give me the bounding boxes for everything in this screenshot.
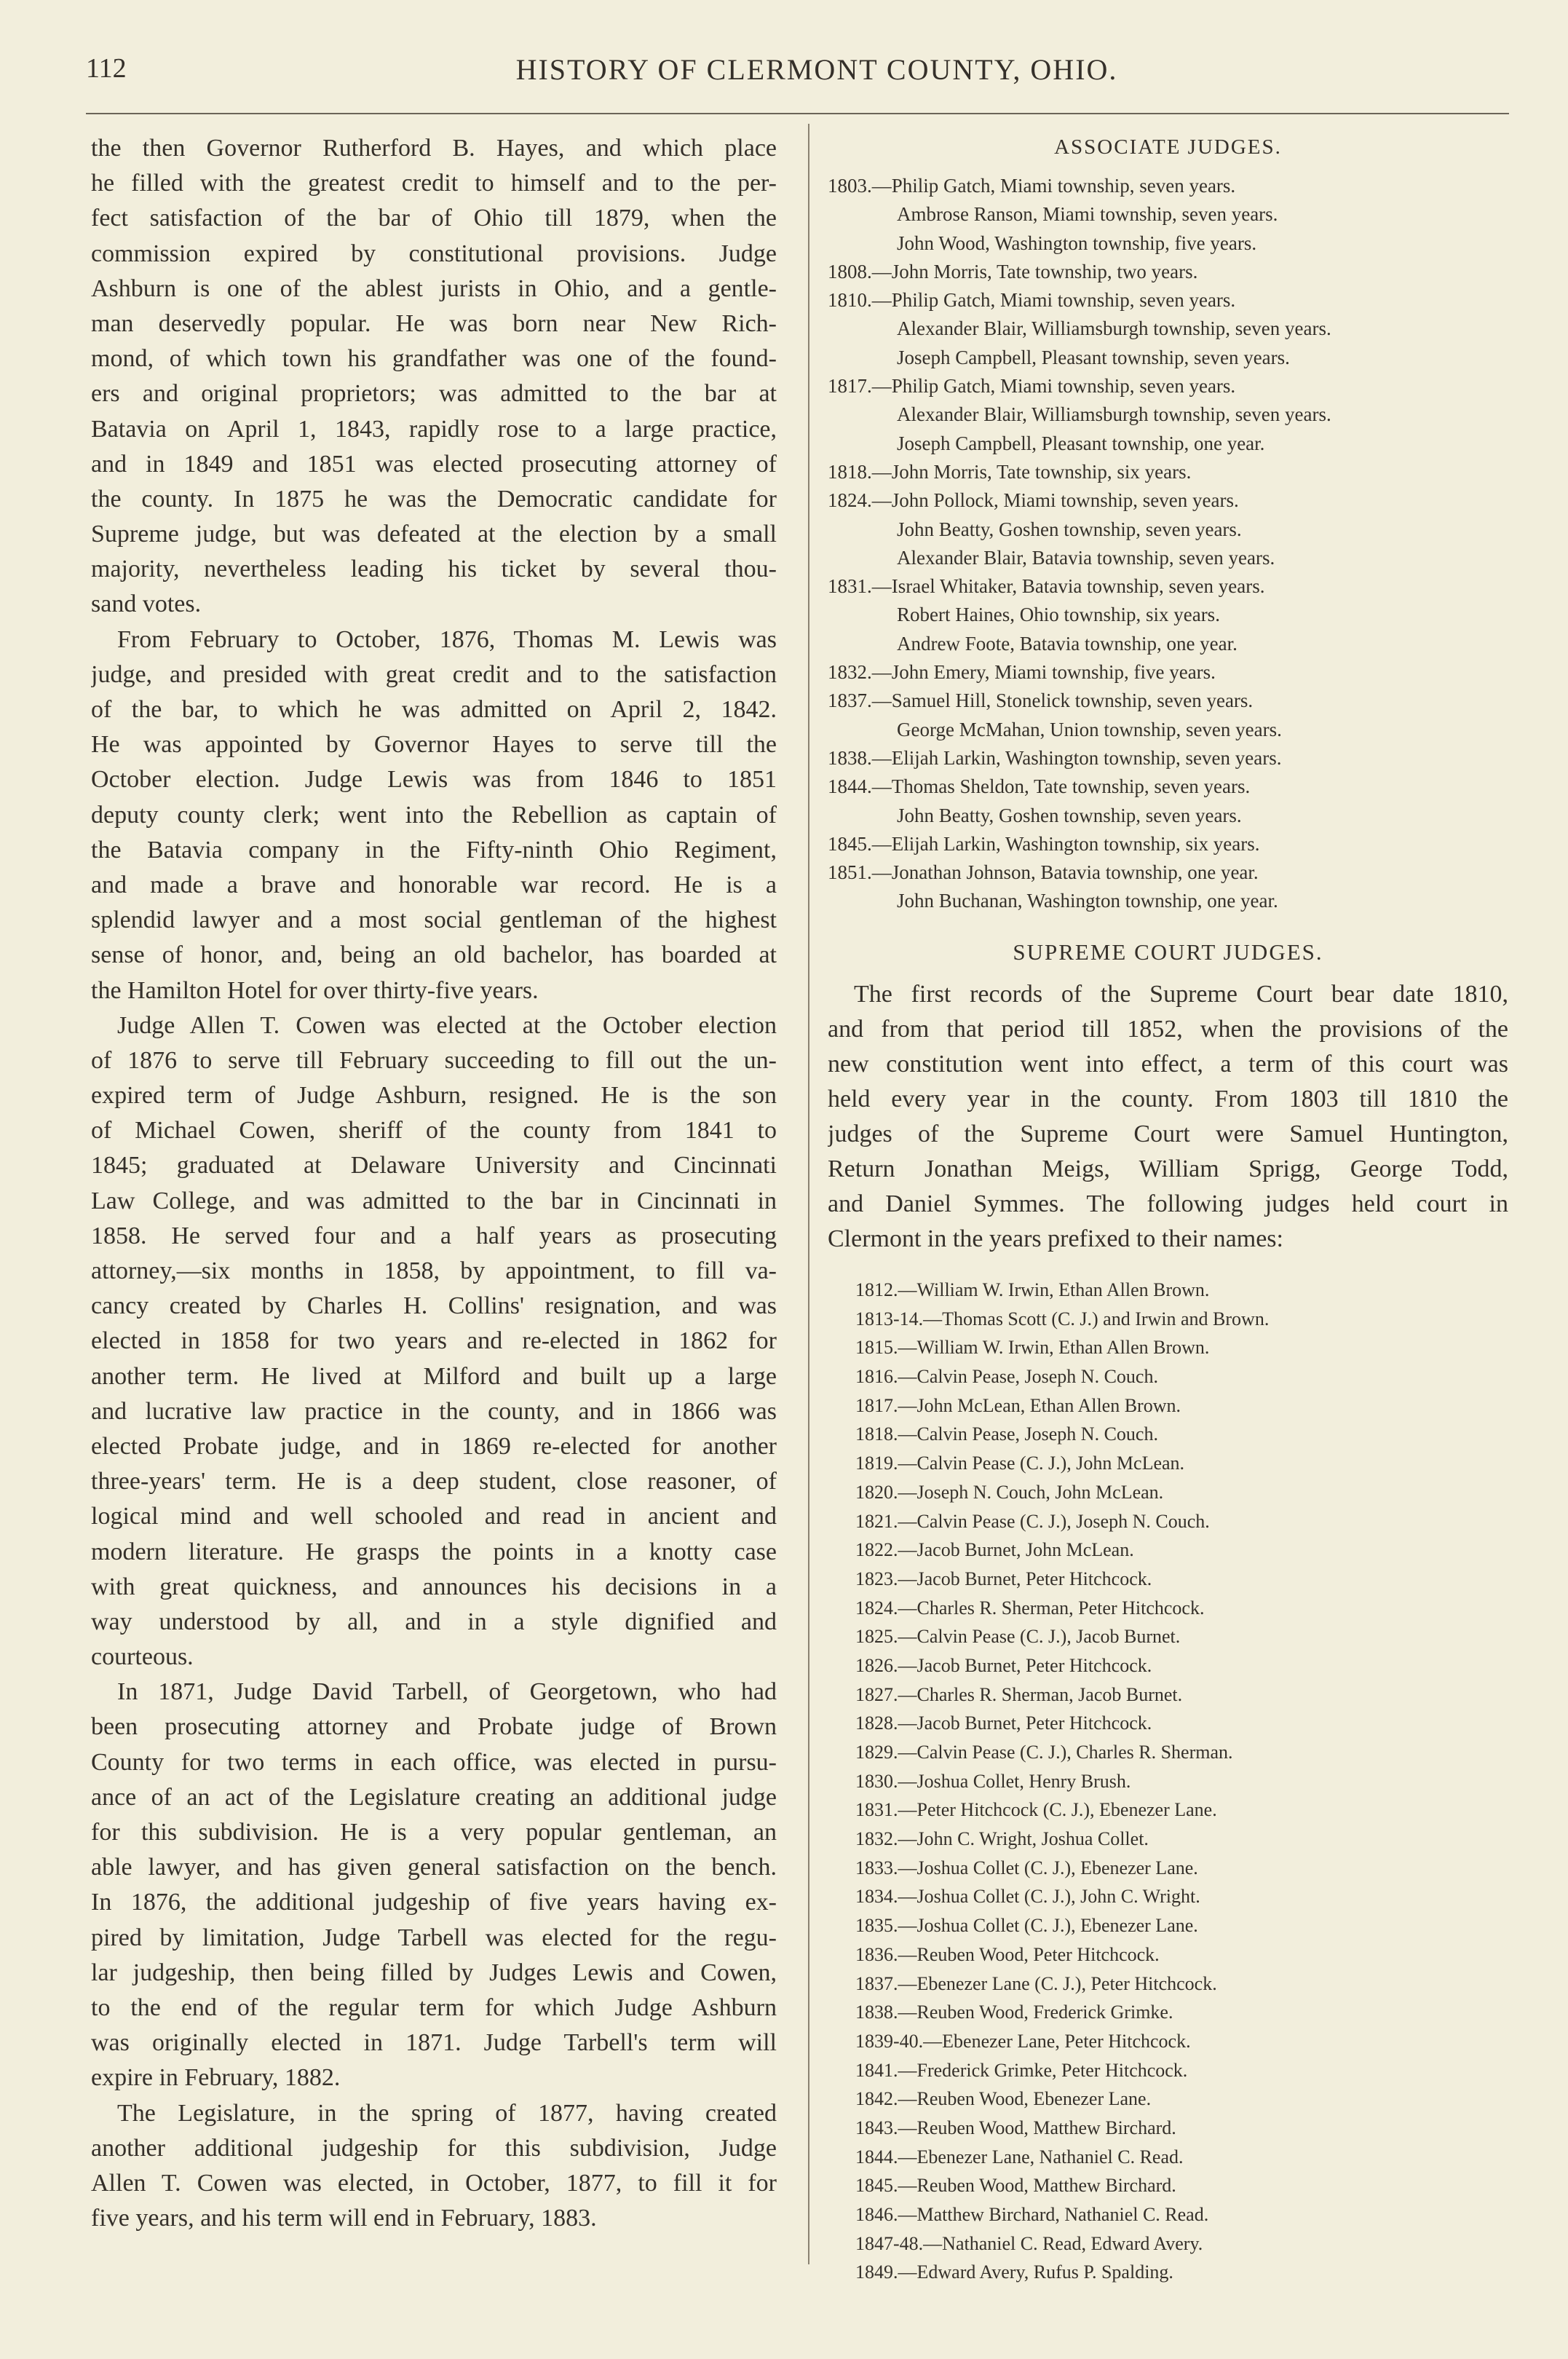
entry-text: John Wood, Washington township, five years. — [897, 232, 1257, 254]
text-line: able lawyer, and has given general satisfaction on the bench. — [91, 1854, 777, 1881]
list-item — [828, 687, 1331, 715]
supreme-court-intro — [828, 977, 1508, 1257]
entry-text: Calvin Pease (C. J.), Charles R. Sherman. — [916, 1742, 1233, 1763]
list-item — [828, 172, 1331, 200]
entry-year: 1813-14.— — [855, 1308, 943, 1329]
entry-text: Ambrose Ranson, Miami township, seven years. — [897, 203, 1278, 226]
entry-text: Alexander Blair, Williamsburgh township, seven years. — [897, 317, 1331, 340]
entry-year: 1851.— — [828, 861, 892, 884]
text-line: The first records of the Supreme Court bear date 1810, — [854, 981, 1508, 1008]
list-item — [855, 1420, 1269, 1449]
entry-text: Israel Whitaker, Batavia township, seven years. — [891, 575, 1265, 598]
list-item — [828, 400, 1331, 429]
text-line: elected in 1858 for two years and re-elected in 1862 for — [91, 1327, 777, 1355]
entry-text: John Beatty, Goshen township, seven years. — [897, 804, 1242, 826]
text-line: held every year in the county. From 1803 till 1810 the — [828, 1086, 1508, 1113]
entry-text: Calvin Pease, Joseph N. Couch. — [916, 1366, 1158, 1388]
text-line: Supreme judge, but was defeated at the election by a small — [91, 521, 777, 548]
text-line: The Legislature, in the spring of 1877, having created — [117, 2099, 777, 2127]
list-item — [855, 1507, 1269, 1536]
entry-year: 1837.— — [855, 1972, 917, 1994]
entry-year: 1834.— — [855, 1886, 917, 1908]
entry-text: John C. Wright, Joshua Collet. — [916, 1828, 1149, 1850]
list-item — [855, 1622, 1269, 1651]
text-line: He was appointed by Governor Hayes to serve till the — [91, 731, 777, 759]
entry-year: 1817.— — [855, 1394, 917, 1416]
text-line: ers and original proprietors; was admitted to the bar at — [91, 380, 777, 408]
text-line: five years, and his term will end in February, 1883. — [91, 2205, 597, 2232]
entry-year: 1816.— — [855, 1366, 917, 1388]
entry-year: 1845.— — [828, 832, 892, 855]
entry-year: 1845.— — [855, 2175, 917, 2197]
entry-text: Samuel Hill, Stonelick township, seven years. — [891, 689, 1254, 712]
entry-text: Elijah Larkin, Washington township, six years. — [891, 832, 1260, 855]
entry-year: 1847-48.— — [855, 2232, 943, 2254]
list-item — [855, 1651, 1269, 1680]
list-item — [828, 430, 1331, 458]
entry-text: Calvin Pease (C. J.), Joseph N. Couch. — [916, 1510, 1210, 1532]
list-item — [855, 1882, 1269, 1911]
text-line: elected Probate judge, and in 1869 re-elected for another — [91, 1432, 777, 1460]
entry-year: 1828.— — [855, 1712, 917, 1734]
text-line: way understood by all, and in a style dignified and — [91, 1608, 777, 1635]
list-item — [855, 2143, 1269, 2172]
entry-text: Joseph N. Couch, John McLean. — [916, 1481, 1164, 1503]
text-line: Judge Allen T. Cowen was elected at the October election — [117, 1011, 777, 1039]
supreme-court-list — [855, 1276, 1269, 2287]
list-item — [855, 2258, 1269, 2287]
entry-year: 1803.— — [828, 175, 892, 197]
list-item — [855, 1391, 1269, 1420]
text-line: judges of the Supreme Court were Samuel Huntington, — [828, 1121, 1508, 1147]
associate-judges-heading: ASSOCIATE JUDGES. — [1054, 135, 1282, 159]
text-line: commission expired by constitutional provisions. Judge — [91, 240, 777, 267]
text-line: of Michael Cowen, sheriff of the county from 1841 to — [91, 1117, 777, 1145]
entry-year: 1844.— — [855, 2146, 917, 2168]
entry-year: 1820.— — [855, 1481, 917, 1503]
entry-text: Jacob Burnet, Peter Hitchcock. — [916, 1568, 1152, 1589]
text-line: mond, of which town his grandfather was one of the found- — [91, 345, 777, 373]
list-item — [855, 1911, 1269, 1940]
list-item — [828, 344, 1331, 372]
entry-text: Alexander Blair, Batavia township, seven years. — [897, 546, 1275, 569]
entry-text: Peter Hitchcock (C. J.), Ebenezer Lane. — [916, 1799, 1217, 1821]
text-line: the county. In 1875 he was the Democratic candidate for — [91, 485, 777, 513]
list-item — [855, 1709, 1269, 1738]
text-line: another additional judgeship for this subdivision, Judge — [91, 2134, 777, 2162]
entry-text: John Morris, Tate township, two years. — [891, 260, 1198, 282]
list-item — [828, 200, 1331, 229]
entry-year: 1838.— — [855, 2002, 917, 2023]
entry-text: Reuben Wood, Peter Hitchcock. — [916, 1943, 1160, 1965]
list-item — [828, 601, 1331, 629]
entry-year: 1810.— — [828, 289, 892, 312]
entry-text: Joshua Collet (C. J.), Ebenezer Lane. — [916, 1857, 1198, 1878]
list-item — [828, 286, 1331, 315]
entry-text: Joseph Campbell, Pleasant township, one year. — [897, 432, 1265, 454]
entry-year: 1841.— — [855, 2059, 917, 2081]
list-item — [828, 858, 1331, 887]
text-line: County for two terms in each office, was elected in pursu- — [91, 1748, 777, 1776]
list-item — [855, 2085, 1269, 2114]
entry-text: Nathaniel C. Read, Edward Avery. — [942, 2232, 1203, 2254]
text-line: new constitution went into effect, a term of this court was — [828, 1051, 1508, 1078]
entry-year: 1826.— — [855, 1654, 917, 1676]
entry-text: John Beatty, Goshen township, seven years. — [897, 518, 1242, 540]
entry-text: Elijah Larkin, Washington township, seven years. — [891, 746, 1282, 769]
entry-text: Ebenezer Lane, Nathaniel C. Read. — [916, 2146, 1184, 2168]
list-item — [828, 458, 1331, 486]
list-item — [828, 630, 1331, 658]
text-line: courteous. — [91, 1643, 194, 1671]
text-line: the Batavia company in the Fifty-ninth Ohio Regiment, — [91, 836, 777, 864]
list-item — [828, 572, 1331, 601]
text-line: majority, nevertheless leading his ticket by several thou- — [91, 556, 777, 583]
text-line: pired by limitation, Judge Tarbell was elected for the regu- — [91, 1924, 777, 1951]
entry-text: Philip Gatch, Miami township, seven years. — [891, 175, 1236, 197]
entry-text: Charles R. Sherman, Peter Hitchcock. — [916, 1597, 1205, 1619]
entry-year: 1843.— — [855, 2117, 917, 2138]
entry-year: 1836.— — [855, 1943, 917, 1965]
text-line: judge, and presided with great credit and to the satisfaction — [91, 660, 777, 688]
text-line: for this subdivision. He is a very popular gentleman, an — [91, 1819, 777, 1846]
list-item — [828, 315, 1331, 343]
list-item — [855, 1536, 1269, 1565]
text-line: and made a brave and honorable war record. He is a — [91, 871, 777, 898]
list-item — [855, 1362, 1269, 1391]
entry-text: John Morris, Tate township, six years. — [891, 460, 1192, 483]
entry-year: 1830.— — [855, 1770, 917, 1792]
entry-year: 1817.— — [828, 375, 892, 398]
list-item — [828, 744, 1331, 772]
text-line: three-years' term. He is a deep student, close reasoner, of — [91, 1468, 777, 1495]
entry-text: Thomas Sheldon, Tate township, seven years. — [891, 775, 1251, 798]
paragraph — [91, 131, 777, 623]
entry-year: 1822.— — [855, 1539, 917, 1561]
associate-judges-list — [828, 172, 1331, 916]
entry-year: 1825.— — [855, 1626, 917, 1648]
text-line: attorney,—six months in 1858, by appointment, to fill va- — [91, 1257, 777, 1284]
entry-year: 1812.— — [855, 1279, 917, 1300]
text-line: of 1876 to serve till February succeeding to fill out the un- — [91, 1046, 777, 1074]
text-line: expired term of Judge Ashburn, resigned. He is the son — [91, 1082, 777, 1110]
entry-text: John Pollock, Miami township, seven years. — [891, 489, 1239, 512]
entry-text: John Emery, Miami township, five years. — [891, 661, 1216, 684]
entry-year: 1818.— — [828, 460, 892, 483]
entry-text: Jonathan Johnson, Batavia township, one year. — [891, 861, 1259, 884]
entry-year: 1824.— — [828, 489, 892, 512]
text-line: 1858. He served four and a half years as prosecuting — [91, 1222, 777, 1249]
entry-year: 1835.— — [855, 1915, 917, 1937]
entry-text: Reuben Wood, Frederick Grimke. — [916, 2002, 1173, 2023]
text-line: Clermont in the years prefixed to their names: — [828, 1225, 1283, 1252]
text-line: and Daniel Symmes. The following judges held court in — [828, 1190, 1508, 1217]
text-line: and lucrative law practice in the county, and in 1866 was — [91, 1397, 777, 1425]
list-item — [855, 1449, 1269, 1478]
list-item — [828, 887, 1331, 915]
list-item — [855, 2171, 1269, 2200]
text-line: another term. He lived at Milford and built up a large — [91, 1362, 777, 1390]
list-item — [855, 1998, 1269, 2027]
entry-year: 1818.— — [855, 1423, 917, 1445]
entry-text: Joshua Collet, Henry Brush. — [916, 1770, 1131, 1792]
list-item — [828, 772, 1331, 801]
text-line: and in 1849 and 1851 was elected prosecuting attorney of — [91, 450, 777, 478]
entry-text: Philip Gatch, Miami township, seven years. — [891, 375, 1236, 398]
list-item — [855, 2200, 1269, 2229]
text-line: sand votes. — [91, 590, 202, 618]
list-item — [855, 1333, 1269, 1362]
text-line: splendid lawyer and a most social gentleman of the highest — [91, 906, 777, 934]
entry-year: 1832.— — [828, 661, 892, 684]
entry-year: 1831.— — [828, 575, 892, 598]
entry-year: 1831.— — [855, 1799, 917, 1821]
entry-year: 1833.— — [855, 1857, 917, 1878]
text-line: the Hamilton Hotel for over thirty-five years. — [91, 976, 539, 1004]
paragraph — [91, 623, 777, 1008]
text-line: expire in February, 1882. — [91, 2064, 341, 2092]
text-line: In 1871, Judge David Tarbell, of Georgetown, who had — [117, 1678, 777, 1706]
text-line: man deservedly popular. He was born near New Rich- — [91, 309, 777, 337]
text-line: of the bar, to which he was admitted on April 2, 1842. — [91, 696, 777, 723]
entry-text: Reuben Wood, Ebenezer Lane. — [916, 2088, 1152, 2110]
text-line: fect satisfaction of the bar of Ohio till 1879, when the — [91, 205, 777, 232]
list-item — [855, 2027, 1269, 2056]
paragraph — [91, 1675, 777, 2095]
entry-text: John Buchanan, Washington township, one year. — [897, 890, 1278, 912]
entry-text: George McMahan, Union township, seven years. — [897, 718, 1282, 740]
entry-text: John McLean, Ethan Allen Brown. — [916, 1394, 1181, 1416]
list-item — [855, 1940, 1269, 1969]
entry-year: 1808.— — [828, 260, 892, 282]
text-line: modern literature. He grasps the points in a knotty case — [91, 1538, 777, 1565]
text-line: logical mind and well schooled and read in ancient and — [91, 1503, 777, 1530]
entry-year: 1821.— — [855, 1510, 917, 1532]
text-line: lar judgeship, then being filled by Judges Lewis and Cowen, — [91, 1959, 777, 1986]
list-item — [828, 830, 1331, 858]
entry-text: Charles R. Sherman, Jacob Burnet. — [916, 1683, 1183, 1705]
paragraph — [91, 2096, 777, 2237]
list-item — [855, 1825, 1269, 1854]
entry-year: 1844.— — [828, 775, 892, 798]
page-number: 112 — [86, 53, 127, 84]
text-line: Law College, and was admitted to the bar in Cincinnati in — [91, 1187, 777, 1214]
list-item — [828, 515, 1331, 544]
list-item — [855, 1305, 1269, 1334]
text-line: Allen T. Cowen was elected, in October, 1877, to fill it for — [91, 2169, 777, 2197]
list-item — [855, 1565, 1269, 1594]
entry-text: Calvin Pease (C. J.), John McLean. — [916, 1453, 1185, 1474]
list-item — [855, 2114, 1269, 2143]
entry-text: Joshua Collet (C. J.), Ebenezer Lane. — [916, 1915, 1198, 1937]
text-line: Return Jonathan Meigs, William Sprigg, George Todd, — [828, 1155, 1508, 1182]
running-header-title: HISTORY OF CLERMONT COUNTY, OHIO. — [515, 53, 1118, 86]
text-line: From February to October, 1876, Thomas M. Lewis was — [117, 625, 777, 653]
entry-year: 1815.— — [855, 1337, 917, 1359]
entry-text: Ebenezer Lane, Peter Hitchcock. — [942, 2030, 1191, 2052]
list-item — [855, 1276, 1269, 1305]
entry-text: Alexander Blair, Williamsburgh township, seven years. — [897, 403, 1331, 426]
list-item — [855, 1478, 1269, 1507]
text-line: and from that period till 1852, when the provisions of the — [828, 1016, 1508, 1043]
entry-text: Reuben Wood, Matthew Birchard. — [916, 2175, 1176, 2197]
list-item — [828, 716, 1331, 744]
list-item — [828, 372, 1331, 400]
entry-text: Reuben Wood, Matthew Birchard. — [916, 2117, 1176, 2138]
entry-text: Calvin Pease (C. J.), Jacob Burnet. — [916, 1626, 1181, 1648]
list-item — [855, 2056, 1269, 2085]
entry-year: 1839-40.— — [855, 2030, 943, 2052]
entry-text: Thomas Scott (C. J.) and Irwin and Brown. — [942, 1308, 1270, 1329]
entry-year: 1829.— — [855, 1742, 917, 1763]
column-divider — [808, 124, 809, 2264]
list-item — [828, 544, 1331, 572]
entry-year: 1827.— — [855, 1683, 917, 1705]
list-item — [828, 229, 1331, 258]
text-line: October election. Judge Lewis was from 1846 to 1851 — [91, 766, 777, 794]
list-item — [855, 1594, 1269, 1623]
list-item — [828, 258, 1331, 286]
text-line: sense of honor, and, being an old bachelor, has boarded at — [91, 941, 777, 969]
text-line: Ashburn is one of the ablest jurists in Ohio, and a gentle- — [91, 274, 777, 302]
list-item — [828, 658, 1331, 687]
text-line: ance of an act of the Legislature creating an additional judge — [91, 1783, 777, 1811]
entry-text: Philip Gatch, Miami township, seven years. — [891, 289, 1236, 312]
entry-text: Jacob Burnet, John McLean. — [916, 1539, 1134, 1561]
entry-text: Edward Avery, Rufus P. Spalding. — [916, 2261, 1173, 2283]
list-item — [855, 1680, 1269, 1710]
entry-text: Calvin Pease, Joseph N. Couch. — [916, 1423, 1158, 1445]
entry-text: William W. Irwin, Ethan Allen Brown. — [916, 1337, 1210, 1359]
entry-text: William W. Irwin, Ethan Allen Brown. — [916, 1279, 1210, 1300]
text-line: with great quickness, and announces his decisions in a — [91, 1573, 777, 1600]
entry-year: 1846.— — [855, 2204, 917, 2225]
entry-year: 1849.— — [855, 2261, 917, 2283]
entry-text: Joshua Collet (C. J.), John C. Wright. — [916, 1886, 1200, 1908]
entry-text: Andrew Foote, Batavia township, one year. — [897, 632, 1238, 655]
list-item — [828, 802, 1331, 830]
entry-text: Robert Haines, Ohio township, six years. — [897, 604, 1220, 626]
header-rule — [86, 113, 1509, 114]
entry-year: 1824.— — [855, 1597, 917, 1619]
supreme-court-heading: SUPREME COURT JUDGES. — [1013, 939, 1323, 965]
entry-text: Frederick Grimke, Peter Hitchcock. — [916, 2059, 1188, 2081]
entry-text: Joseph Campbell, Pleasant township, seven years. — [897, 346, 1290, 368]
entry-text: Jacob Burnet, Peter Hitchcock. — [916, 1712, 1152, 1734]
paragraph — [91, 1008, 777, 1675]
text-line: been prosecuting attorney and Probate judge of Brown — [91, 1713, 777, 1741]
entry-year: 1842.— — [855, 2088, 917, 2110]
text-line: Batavia on April 1, 1843, rapidly rose to a large practice, — [91, 415, 777, 443]
text-line: to the end of the regular term for which Judge Ashburn — [91, 1994, 777, 2021]
text-line: cancy created by Charles H. Collins' resignation, and was — [91, 1292, 777, 1320]
entry-year: 1832.— — [855, 1828, 917, 1850]
list-item — [828, 486, 1331, 515]
entry-year: 1823.— — [855, 1568, 917, 1589]
list-item — [855, 1969, 1269, 1999]
list-item — [855, 1738, 1269, 1767]
text-line: 1845; graduated at Delaware University and Cincinnati — [91, 1152, 777, 1180]
entry-year: 1838.— — [828, 746, 892, 769]
text-line: was originally elected in 1871. Judge Tarbell's term will — [91, 2029, 777, 2057]
left-column-text — [91, 131, 777, 2236]
list-item — [855, 1795, 1269, 1825]
text-line: the then Governor Rutherford B. Hayes, and which place — [91, 135, 777, 162]
entry-year: 1819.— — [855, 1453, 917, 1474]
list-item — [855, 1767, 1269, 1796]
text-line: he filled with the greatest credit to himself and to the per- — [91, 170, 777, 197]
list-item — [855, 2229, 1269, 2259]
list-item — [855, 1854, 1269, 1883]
entry-text: Ebenezer Lane (C. J.), Peter Hitchcock. — [916, 1972, 1217, 1994]
entry-text: Jacob Burnet, Peter Hitchcock. — [916, 1654, 1152, 1676]
entry-year: 1837.— — [828, 689, 892, 712]
text-line: In 1876, the additional judgeship of five years having ex- — [91, 1889, 777, 1916]
text-line: deputy county clerk; went into the Rebellion as captain of — [91, 801, 777, 829]
entry-text: Matthew Birchard, Nathaniel C. Read. — [916, 2204, 1209, 2225]
